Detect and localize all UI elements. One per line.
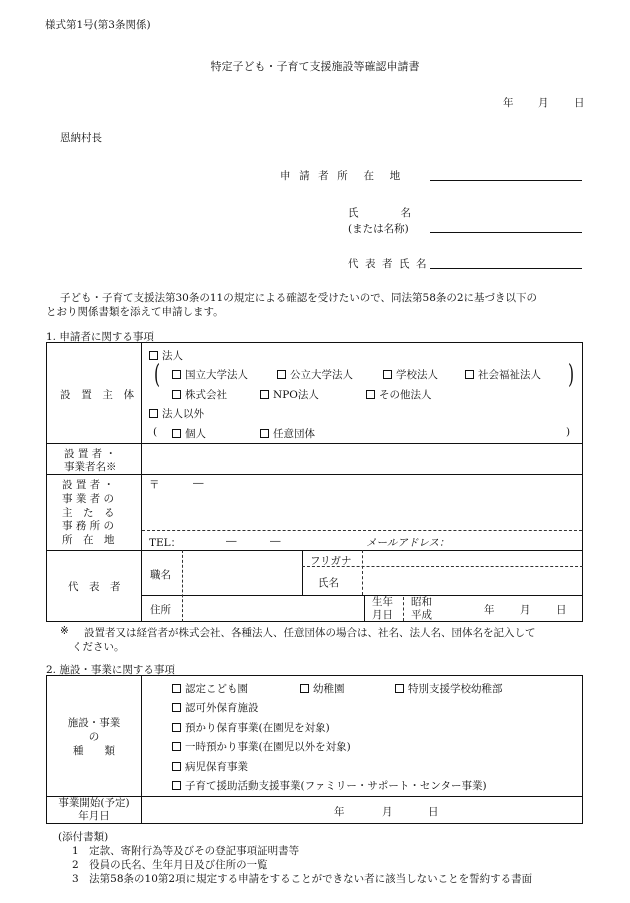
position-label: 職名 — [150, 569, 171, 581]
office-label-line: 事 務 所 の — [62, 520, 115, 533]
non-corp-type-label: 個人 — [185, 428, 206, 440]
facility-option-label: 認定こども園 — [185, 683, 248, 695]
office-address-field[interactable] — [142, 490, 582, 528]
position-field[interactable] — [183, 551, 301, 594]
addressee: 恩納村長 — [60, 132, 102, 144]
facility-option-label: 病児保育事業 — [185, 761, 248, 773]
note-text-2: ください。 — [72, 641, 125, 653]
corp-type-label: その他法人 — [379, 389, 432, 401]
note-mark: ※ — [60, 625, 69, 637]
office-label-line: 事 業 者 の — [62, 492, 115, 505]
facility-type-label — [47, 716, 141, 758]
date-month-label: 月 — [538, 97, 549, 109]
office-label-line: 設 置 者 ・ — [62, 479, 115, 491]
facility-type-label-line: の — [88, 731, 100, 743]
checkbox-icon[interactable] — [172, 390, 181, 399]
form-title: 特定子ども・子育て支援施設等確認申請書 — [210, 60, 420, 73]
birth-year-label: 年 — [484, 604, 495, 616]
facility-option[interactable] — [172, 759, 248, 774]
tel-dash-2: ― — [270, 535, 281, 547]
start-year-label: 年 — [334, 806, 345, 818]
section1-heading: 1. 申請者に関する事項 — [46, 331, 154, 343]
era-options[interactable] — [411, 596, 432, 622]
birth-label-line: 月日 — [372, 609, 393, 621]
facility-option-label: 幼稚園 — [313, 683, 345, 695]
start-date-label-line: 事業開始(予定) — [58, 797, 130, 809]
checkbox-icon[interactable] — [172, 742, 181, 751]
facility-option[interactable] — [172, 700, 259, 715]
operator-name-field[interactable] — [142, 444, 582, 473]
checkbox-icon[interactable] — [172, 370, 181, 379]
label-column-divider — [141, 342, 142, 622]
checkbox-icon[interactable] — [172, 723, 181, 732]
dashed-divider — [142, 530, 582, 531]
corp-type-label: NPO法人 — [273, 389, 319, 401]
furigana-field[interactable] — [363, 551, 582, 565]
facility-option-label: 一時預かり事業(在園児以外を対象) — [185, 741, 351, 753]
checkbox-icon[interactable] — [366, 390, 375, 399]
address-field[interactable] — [183, 596, 363, 621]
era-showa[interactable]: 昭和 — [411, 596, 432, 608]
right-bracket-icon: ) — [568, 360, 575, 390]
corp-type-option[interactable] — [465, 367, 541, 382]
attachment-item: 1 定款、寄附行為等及びその登記事項証明書等 — [72, 845, 300, 857]
representative-name-label: 代 表 者 氏 名 — [348, 258, 429, 270]
setup-entity-label: 設 置 主 体 — [60, 389, 138, 401]
row-divider — [46, 474, 583, 475]
office-address-label — [62, 479, 115, 548]
left-paren-icon: ( — [153, 426, 158, 438]
start-month-label: 月 — [382, 806, 393, 818]
start-date-field[interactable] — [142, 797, 582, 823]
start-date-label — [47, 797, 141, 823]
name-label: 氏名 — [318, 577, 339, 589]
applicant-name-sub-label: (または名称) — [348, 223, 409, 235]
checkbox-icon[interactable] — [260, 429, 269, 438]
name-field[interactable] — [363, 567, 582, 594]
corp-type-label: 国立大学法人 — [185, 369, 248, 381]
non-corp-type-label: 任意団体 — [273, 428, 315, 440]
corp-type-label: 社会福祉法人 — [478, 369, 541, 381]
left-bracket-icon: ( — [154, 360, 161, 390]
representative-name-field[interactable] — [430, 268, 582, 269]
applicant-address-field[interactable] — [430, 180, 582, 181]
attachment-item: 2 役員の氏名、生年月日及び住所の一覧 — [72, 859, 268, 871]
representative-label: 代 表 者 — [68, 581, 121, 593]
postal-mark: 〒 — [149, 479, 160, 491]
start-date-label-line: 年月日 — [78, 810, 110, 822]
operator-name-label-1: 設 置 者 ・ — [64, 448, 117, 460]
dashed-divider — [403, 597, 404, 621]
applicant-name-field[interactable] — [430, 232, 582, 233]
checkbox-icon[interactable] — [172, 781, 181, 790]
birth-day-label: 日 — [556, 604, 567, 616]
corp-type-option[interactable] — [172, 387, 227, 402]
corp-type-label: 公立大学法人 — [290, 369, 353, 381]
corp-type-option[interactable] — [366, 387, 432, 402]
date-year-label: 年 — [503, 97, 514, 109]
facility-option-label: 預かり保育事業(在園児を対象) — [185, 722, 330, 734]
corp-type-option[interactable] — [383, 367, 438, 382]
tel-dash-1: ― — [226, 535, 237, 547]
corp-type-option[interactable] — [260, 387, 319, 402]
facility-option-label: 子育て援助活動支援事業(ファミリー・サポート・センター事業) — [185, 780, 487, 792]
checkbox-icon[interactable] — [383, 370, 392, 379]
facility-type-label-line: 施設・事業 — [67, 717, 121, 729]
office-label-line: 所 在 地 — [62, 534, 115, 547]
facility-option[interactable] — [172, 739, 351, 754]
checkbox-icon[interactable] — [277, 370, 286, 379]
applicant-name-label: 氏 名 — [348, 207, 411, 219]
non-corp-option[interactable] — [149, 406, 204, 421]
operator-name-label-2: 事業者名※ — [64, 461, 117, 473]
intro-text-line-1: 子ども・子育て支援法第30条の11の規定による確認を受けたいので、同法第58条の2に基づき以下の — [60, 292, 538, 304]
corp-type-label: 学校法人 — [396, 369, 438, 381]
right-paren-icon: ) — [566, 426, 571, 438]
cell-divider — [364, 595, 365, 622]
facility-type-label-line: 種 類 — [73, 745, 115, 757]
facility-option[interactable] — [172, 681, 248, 696]
furigana-label: フリガナ — [310, 555, 352, 567]
facility-option[interactable] — [172, 778, 487, 793]
facility-option[interactable] — [172, 720, 330, 735]
checkbox-icon[interactable] — [465, 370, 474, 379]
birth-month-label: 月 — [520, 604, 531, 616]
checkbox-icon[interactable] — [149, 409, 158, 418]
address-label: 住所 — [150, 604, 171, 616]
checkbox-icon[interactable] — [260, 390, 269, 399]
non-corp-option-label: 法人以外 — [162, 408, 204, 420]
non-corp-type-option[interactable] — [260, 426, 315, 441]
checkbox-icon[interactable] — [395, 684, 404, 693]
tel-label: TEL： — [149, 537, 182, 549]
era-heisei[interactable]: 平成 — [411, 609, 432, 621]
attachment-item: 3 法第58条の10第2項に規定する申請をすることができない者に該当しないことを誓約する書面 — [72, 873, 533, 885]
checkbox-icon[interactable] — [172, 429, 181, 438]
applicant-address-label: 申 請 者 所 在 地 — [280, 170, 403, 182]
office-label-line: 主 た る — [62, 506, 115, 519]
checkbox-icon[interactable] — [172, 684, 181, 693]
checkbox-icon[interactable] — [172, 703, 181, 712]
birth-label-line: 生年 — [372, 596, 393, 608]
note-text-1: 設置者又は経営者が株式会社、各種法人、任意団体の場合は、社名、法人名、団体名を記入して — [84, 627, 536, 639]
cell-divider — [302, 550, 303, 595]
non-corp-type-option[interactable] — [172, 426, 206, 441]
corp-type-option[interactable] — [277, 367, 353, 382]
facility-option[interactable] — [395, 681, 503, 696]
checkbox-icon[interactable] — [172, 762, 181, 771]
corp-type-label: 株式会社 — [185, 389, 227, 401]
corp-type-option[interactable] — [172, 367, 248, 382]
attachments-heading: (添付書類) — [58, 831, 109, 843]
birth-date-label — [372, 596, 393, 622]
facility-option-label: 認可外保育施設 — [185, 702, 259, 714]
section2-heading: 2. 施設・事業に関する事項 — [46, 664, 175, 676]
postal-dash: ― — [193, 477, 204, 489]
corp-option-label: 法人 — [162, 350, 183, 362]
start-day-label: 日 — [428, 806, 439, 818]
checkbox-icon[interactable] — [149, 351, 158, 360]
facility-option[interactable] — [300, 681, 345, 696]
email-label: メールアドレス： — [366, 537, 450, 549]
checkbox-icon[interactable] — [300, 684, 309, 693]
date-day-label: 日 — [574, 97, 585, 109]
form-number: 様式第1号(第3条関係) — [45, 19, 151, 31]
intro-text-line-2: とおり関係書類を添えて申請します。 — [46, 306, 224, 318]
facility-option-label: 特別支援学校幼稚部 — [408, 683, 503, 695]
